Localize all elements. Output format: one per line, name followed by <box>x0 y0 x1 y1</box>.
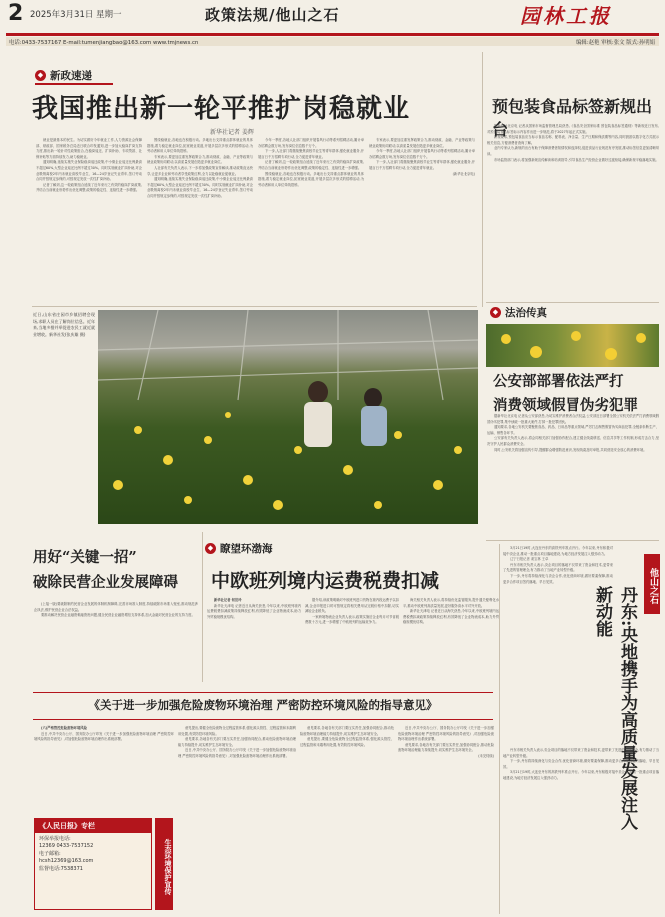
paragraph: 人社部有关负责人表示,下一步将加强政策宣传解读,推动政策直达快享,让更多企业和劳动者享受政策红利,全力以赴稳就业促就业。 <box>147 165 253 176</box>
paragraph: 据介绍,该政策明确对中欧班列进口货物在境内段运费予以扣减,企业申报进口时可按规定将相关费用从完税价格中扣除,切实减轻企业税负。 <box>305 598 399 614</box>
paragraph: 意见要求,各地各有关部门要压实责任,加强协同配合,推动危险废物环境治理能力持续提升,切实维护生态环境安全。 <box>398 742 494 753</box>
article1-col3 <box>258 138 364 300</box>
flower-photo <box>486 324 659 367</box>
masthead-rule <box>6 33 659 36</box>
ad-line: hcsh12369@163.com <box>39 858 94 864</box>
paragraph: (六)严格管控危险废物环境风险 <box>41 726 87 730</box>
byline: 新华社记者 何世玲 <box>214 598 242 602</box>
paragraph: 通知明确,延续实施失业保险稳岗返还政策,中小微企业返还比例最高不超过60%,大型企业返还比例不超过30%。同时实施就业扩岗补助,对企业吸纳离校2年内未就业高校毕业生、16—24岁登记失业青年,签订劳动合同并按规定参保的,可按规定发放一次性扩岗补助。 <box>147 177 253 198</box>
article3-col1 <box>207 598 301 682</box>
paragraph: 近日,中共中央办公厅、国务院办公厅印发《关于进一步加强危险废物环境治理 严密防控环境风险的指导意见》,对加强危险废物环境治理作出系统部署。 <box>34 731 174 742</box>
paragraph: 海关相关负责人表示,将持续优化监管服务,提升通关便利化水平,推动中欧班列高质量发展,更好服务高水平对外开放。 <box>403 598 499 608</box>
divider-vertical <box>482 52 483 307</box>
tag-underline <box>35 83 113 85</box>
contact-left: 电话:0433-7537167 E-mail:tumenjiangbao@163.com www.tmjnews.cn <box>9 40 199 46</box>
article4-headline <box>493 370 663 412</box>
section-tag-policy <box>35 68 92 82</box>
ad-line: 监督电话:7538371 <box>39 866 83 872</box>
ad-line: 环保举报电话: <box>39 836 71 842</box>
article6-body-lower <box>503 748 659 913</box>
paragraph: 新华社天津电 记者近日从海关获悉,今年以来,中欧班列境内运费税费扣减政策持续释放红利,有效降低了企业物流成本,助力外贸稳规模优结构。 <box>403 609 499 625</box>
ad-box <box>34 818 152 910</box>
paragraph: 公安部有关负责人表示,将会同相关部门加强协作配合,建立健全线索移送、信息共享等工作机制,形成打击合力,坚决守护人民群众消费安全。 <box>487 436 659 446</box>
continued-note: (未完待续) <box>478 753 494 758</box>
article6-body <box>503 546 613 746</box>
article7-headline: 《关于进一步加强危险废物环境治理 严密防控环境风险的指导意见》 <box>88 698 438 712</box>
paragraph: 下一步,丹东将持续深化与央企合作,优化营商环境,做好要素保障,推动更多合作项目签约落地、早日见效。 <box>503 573 613 584</box>
contact-bar <box>6 37 659 46</box>
article2-body <box>34 602 198 680</box>
paragraph: 意见要求,各地各有关部门要压实责任,加强协同配合,推动危险废物环境治理能力持续提升,切实维护生态环境安全。 <box>178 737 296 747</box>
flower-scene <box>486 324 659 367</box>
article3-col2 <box>305 598 399 682</box>
divider-horizontal <box>486 302 659 303</box>
greenhouse-scene <box>98 310 478 524</box>
section-icon: ◆ <box>35 70 46 81</box>
caption-text: 近日,山东省庄园市乡镇招聘会现场,求职人员在了解岗位信息。近年来,当地多措并举促进农民工就近就业增收。新华社发(张庆雄 摄) <box>33 312 95 337</box>
paragraph: 下一步,丹东将持续深化与央企合作,优化营商环境,做好要素保障,推动更多合作项目签约落地、早日见效。 <box>503 759 659 769</box>
article1-col1 <box>36 138 142 300</box>
divider-horizontal <box>32 306 477 307</box>
section-icon: ◆ <box>205 543 216 554</box>
greenhouse-photo <box>98 310 478 524</box>
article1-headline: 我国推出新一轮平推扩岗稳就业 <box>32 94 411 124</box>
paragraph: 新华社天津电 记者近日从海关获悉,今年以来,中欧班列境内运费税费扣减政策持续释放红利,有效降低了企业物流成本,助力外贸稳规模优结构。 <box>207 603 301 619</box>
divider-vertical <box>202 532 203 682</box>
section-tag-label: 瞭望环渤海 <box>220 542 273 555</box>
paragraph: 丹东市相关负责人表示,央企项目的落地不仅带来了资金和技术,更带来了先进的管理理念,有力推动了当地产业转型升级。 <box>503 562 613 573</box>
article2-headline <box>33 546 203 594</box>
paragraph: 下一步,人社部门将继续聚焦高校毕业生等青年群体,强化就业服务,开展百日千万招聘专项行动,全力促进青年就业。 <box>258 149 364 159</box>
article7-col1 <box>34 726 174 812</box>
paper-name: 园林工报 <box>520 4 612 28</box>
divider-vertical <box>499 544 500 914</box>
section-tag-label: 法治传真 <box>505 306 547 319</box>
headline-line: 公安部部署依法严打 <box>493 373 624 390</box>
section-tag-law <box>490 305 547 319</box>
paragraph: 新规要求,预包装食品应当标示食品名称、配料表、净含量、生产日期和保质期等内容,同时鼓励以数字化方式展示相关信息,方便消费者查询了解。 <box>487 135 659 145</box>
paragraph: 意见提出,要健全危险废物全过程监管体系,强化源头管控、过程监管和末端利用处置,有效防控环境风险。 <box>300 737 394 747</box>
paragraph: 近日,中共中央办公厅、国务院办公厅印发《关于进一步加强危险废物环境治理 严密防控环境风险的指导意见》,对加强危险废物环境治理作出系统部署。 <box>178 748 296 758</box>
section-title: 政策法规/他山之石 <box>205 6 340 24</box>
article1-byline: 新华社记者 姜辉 <box>210 129 254 136</box>
article6-tag: 他山之石 <box>644 554 660 614</box>
masthead <box>0 0 665 34</box>
paragraph: 近日,中共中央办公厅、国务院办公厅印发《关于进一步加强危险废物环境治理 严密防控环境风险的指导意见》,对加强危险废物环境治理作出系统部署。 <box>398 726 494 742</box>
ad-line: 12369 0433-7537152 <box>39 843 94 849</box>
paragraph: 3月21日19时,大连至丹东的高铁列车准点开行。今年以来,丹东积极对接中央企业,推动一批重点项目落地建设,为地方经济发展注入强劲动力。 <box>503 770 659 780</box>
paragraph: 围绕稳就业,各地也在积极行动。多地出台支持重点群体就业的具体措施,着力稳定就业岗位,拓宽就业渠道,开展多层次多形式的招聘活动,为劳动者和用人单位牵线搭桥。 <box>258 171 364 187</box>
date: 2025年3月31日 星期一 <box>30 10 122 20</box>
paragraph: 围绕稳就业,各地也在积极行动。多地出台支持重点群体就业的具体措施,着力稳定就业岗位,拓宽就业渠道,开展多层次多形式的招聘活动,为劳动者和用人单位牵线搭桥。 <box>147 138 253 154</box>
contact-right: 编辑:赵艳 审核:张文 版式:孙明娟 <box>576 40 655 46</box>
article6-headline: 丹东:央地携手为高质量发展注入新动能 <box>592 586 637 831</box>
paragraph: 通知要求,各地公安机关要聚焦食品、药品、日用品等重点领域,严厉打击制售假冒伪劣商品犯罪,全链条斩断生产、运输、销售各环节。 <box>487 425 659 435</box>
article1-col4 <box>369 138 475 300</box>
article3-col3 <box>403 598 499 682</box>
paragraph: 丹东市相关负责人表示,央企项目的落地不仅带来了资金和技术,更带来了先进的管理理念,有力推动了当地产业转型升级。 <box>503 748 659 758</box>
paragraph: 业内专家认为,新规的出台有助于保障消费者知情权和选择权,促进食品行业规范有序发展,推动标签信息更加清晰易读。 <box>487 146 659 156</box>
headline-line: 用好“关键一招” <box>33 549 137 566</box>
paragraph: (上接一版)要破除制约民营企业发展的体制机制障碍,完善市场准入制度,持续破除市场准入壁垒,推动规范涉企执法,维护民营企业合法权益。 <box>34 602 198 612</box>
paragraph: 下一步,人社部门将继续聚焦高校毕业生等青年群体,强化就业服务,开展百日千万招聘专项行动,全力促进青年就业。 <box>369 160 475 170</box>
ad-line: 电子邮箱: <box>39 851 61 857</box>
byline: 辽宁日报记者 姜宝林 王卓 <box>510 557 549 562</box>
section-tag-label: 新政速递 <box>50 69 92 82</box>
divider-horizontal <box>486 540 659 541</box>
ad-vertical: 生态环境保护宣传 <box>155 818 173 910</box>
article5-headline: 预包装食品标签新规出台 <box>492 97 653 139</box>
paragraph: 记者了解到,这一轮政策组合延续了近年来行之有效的稳岗扩岗政策,并结合当前就业形势作出优化调整,政策的稳定性、连续性进一步增强。 <box>258 160 364 170</box>
section-tag-bohai <box>205 541 273 555</box>
paragraph: 市场监管部门表示,将加强新规宣传解读和培训指导,引导食品生产经营企业做好过渡衔接,确保新规平稳落地实施。 <box>494 157 659 162</box>
article7-col3 <box>300 726 394 912</box>
section-icon: ◆ <box>490 307 501 318</box>
article7-col2 <box>178 726 296 912</box>
article1-col2 <box>147 138 253 300</box>
person-figure <box>304 381 387 447</box>
headline-line: 消费领域假冒伪劣犯罪 <box>493 397 638 414</box>
paragraph: 意见要求,各地各有关部门要压实责任,加强协同配合,推动危险废物环境治理能力持续提升,切实维护生态环境安全。 <box>300 726 394 736</box>
paragraph: 据新华社北京电 记者从公安部获悉,为切实维护消费者合法权益,公安部近日部署全国公安机关依法严打消费领域假冒伪劣犯罪,集中侦破一批重大案件,打掉一批犯罪团伙。 <box>487 414 659 424</box>
headline-line: 破除民营企业发展障碍 <box>33 574 178 591</box>
paragraph: 今年一季度,各地人社部门组织开展春风行动等系列招聘活动,累计举办招聘会数万场,发布岗位信息数千万个。 <box>369 149 475 159</box>
paragraph: 据新华社北京电 记者从国家市场监督管理总局获悉,《食品安全国家标准 预包装食品标签通则》等新规近日发布,对预包装食品标签标示内容作出进一步规范,将于2027年起正式实施。 <box>487 124 659 134</box>
paragraph: 专家表示,要更加注重发挥政策合力,推动财政、金融、产业等政策与就业政策协同联动,以高质量发展创造更多就业岗位。 <box>147 154 253 165</box>
paragraph: 记者了解到,这一轮政策组合延续了近年来行之有效的稳岗扩岗政策,并结合当前就业形势作出优化调整,政策的稳定性、连续性进一步增强。 <box>36 182 142 193</box>
article3-headline: 中欧班列境内运费税费扣减 <box>211 570 440 592</box>
paragraph: 3月21日19时,大连至丹东的高铁列车准点开行。今年以来,丹东积极对接中央企业,推动一批重点项目落地建设,为地方经济发展注入强劲动力。 <box>503 546 613 556</box>
article7-headline-box <box>33 692 493 720</box>
paragraph: 今年一季度,各地人社部门组织开展春风行动等系列招聘活动,累计举办招聘会数万场,发布岗位信息数千万个。 <box>258 138 364 148</box>
page-number: 2 <box>8 1 24 26</box>
article6-text-col <box>503 546 613 746</box>
paragraph: 通知明确,延续实施失业保险稳岗返还政策,中小微企业返还比例最高不超过60%,大型企业返还比例不超过30%。同时实施就业扩岗补助,对企业吸纳离校2年内未就业高校毕业生、16—24岁登记失业青年,签订劳动合同并按规定参保的,可按规定发放一次性扩岗补助。 <box>36 160 142 182</box>
paragraph: 一家跨境物流企业负责人表示,政策实施后企业每月可节省税费数十万元,进一步增强了中欧班列的运输竞争力。 <box>305 614 399 625</box>
dateline: (新华社北京电) <box>452 171 475 176</box>
ad-title: 《人民日报》专栏 <box>35 819 151 833</box>
paragraph: 要推动解决民营企业融资难融资贵问题,健全民营企业融资增信支持体系,加大金融对民营企业的支持力度。 <box>41 613 195 618</box>
photo1-caption <box>33 312 95 422</box>
article4-body <box>487 414 659 532</box>
paragraph: 就业是最基本的民生。为切实做好今年就业工作,人力资源社会保障部、财政部、国家税务总局近日联合印发通知,进一步加大稳岗扩岗支持力度,推出新一轮针对性政策组合,在稳岗返还、扩岗补助、专项贷款、社保补贴等方面持续发力,助力稳就业。 <box>36 138 142 159</box>
paragraph: 专家表示,要更加注重发挥政策合力,推动财政、金融、产业等政策与就业政策协同联动,以高质量发展创造更多就业岗位。 <box>369 138 475 148</box>
paragraph: 同时,公安机关将加强宣传引导,提醒群众增强防范意识,发现线索及时举报,共同营造安全放心的消费环境。 <box>494 447 647 452</box>
article7-col4 <box>398 726 494 912</box>
article5-body <box>487 124 659 300</box>
paragraph: 意见提出,要健全危险废物全过程监管体系,强化源头管控、过程监管和末端利用处置,有效防控环境风险。 <box>178 726 296 736</box>
